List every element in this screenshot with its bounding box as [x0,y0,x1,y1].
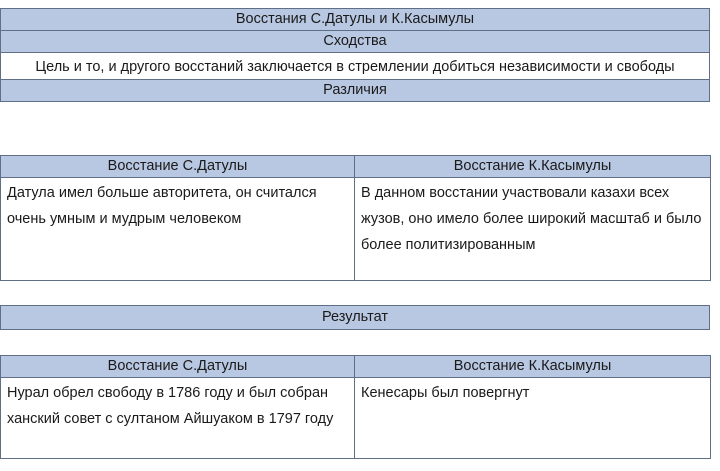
result-header-row [1,306,710,330]
similarities-text: Цель и то, и другого восстаний заключается в стремлении добиться независимости и свободы [1,53,710,80]
differences-columns-row [1,156,711,178]
similarities-row [1,53,710,80]
differences-col1-header: Восстание С.Датулы [1,156,355,178]
differences-col1-text: Датула имел больше авторитета, он считался очень умным и мудрым человеком [1,178,355,281]
differences-content-row [1,178,711,281]
similarities-header: Сходства [1,31,710,53]
result-header-table [0,305,710,330]
differences-table [0,155,711,281]
differences-col2-text: В данном восстании участвовали казахи всех жузов, оно имело более широкий масштаб и было более политизированным [355,178,711,281]
table-title: Восстания С.Датулы и К.Касымулы [1,9,710,31]
results-col2-header: Восстание К.Касымулы [355,356,711,378]
results-columns-row [1,356,711,378]
comparison-table [0,8,710,102]
differences-col2-header: Восстание К.Касымулы [355,156,711,178]
results-table [0,355,711,459]
result-header: Результат [1,306,710,330]
differences-header: Различия [1,80,710,102]
similarities-header-row [1,31,710,53]
results-col1-text: Нурал обрел свободу в 1786 году и был собран ханский совет с султаном Айшуаком в 1797 году [1,378,355,459]
table-title-row [1,9,710,31]
results-col1-header: Восстание С.Датулы [1,356,355,378]
results-content-row [1,378,711,459]
differences-header-row [1,80,710,102]
results-col2-text: Кенесары был повергнут [355,378,711,459]
